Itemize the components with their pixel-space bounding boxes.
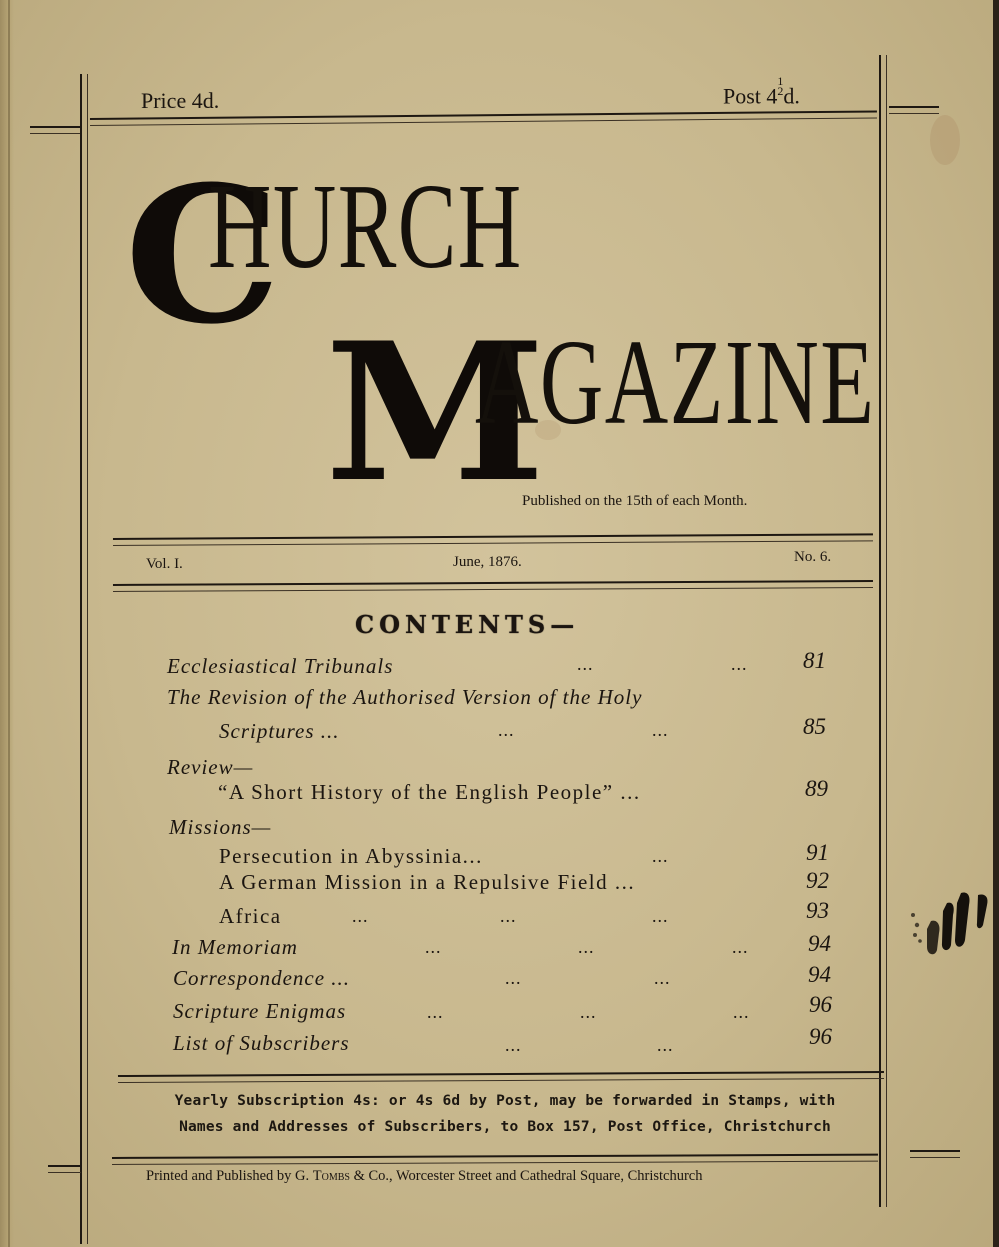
toc-entry-page: 89 (805, 776, 828, 801)
price-label: Price 4d. (141, 88, 220, 113)
dot-leader: ... (352, 906, 369, 926)
dot-leader: ... (733, 1002, 750, 1022)
printer-name: Tombs (312, 1168, 350, 1184)
subscription-notice-line1: Yearly Subscription 4s: or 4s 6d by Post, may be forwarded in Stamps, with (174, 1093, 836, 1109)
binding-crease (8, 0, 10, 1247)
dot-leader: ... (500, 906, 517, 926)
title-church: HURCH (208, 159, 523, 294)
issue-bottom-rule (113, 580, 873, 592)
toc-entry-page: 96 (809, 1024, 832, 1049)
dot-leader: ... (505, 968, 522, 988)
title-magazine: AGAZINE (475, 315, 876, 450)
toc-entry-page: 81 (803, 648, 826, 673)
dot-leader: ... (652, 720, 669, 740)
toc-entry-title: Persecution in Abyssinia... (219, 844, 483, 868)
paper-stain (930, 115, 960, 165)
toc-entry-title: Ecclesiastical Tribunals (167, 654, 394, 678)
subscription-notice-line2: Names and Addresses of Subscribers, to Box 157, Post Office, Christchurch (179, 1119, 831, 1135)
post-price-label (723, 76, 800, 109)
subscription-rule (118, 1071, 884, 1083)
dot-leader: ... (654, 968, 671, 988)
frame-left-rule (80, 74, 88, 1244)
toc-entry-page: 94 (808, 931, 831, 956)
contents-heading: CONTENTS— (355, 610, 580, 639)
toc-entry-title: Scripture Enigmas (173, 999, 347, 1023)
left-tick-rule (30, 126, 80, 134)
page-binding-edge (0, 0, 14, 1247)
toc-entry-page: 85 (803, 714, 826, 739)
toc-entry-title: List of Subscribers (173, 1031, 350, 1055)
dot-leader: ... (731, 654, 748, 674)
toc-entry-title: “A Short History of the English People” ... (218, 780, 641, 804)
post-prefix: Post 4 (723, 83, 778, 109)
title-initial-c: C (124, 145, 280, 366)
dot-leader: ... (505, 1035, 522, 1055)
post-suffix: d. (783, 83, 800, 109)
ink-smudge-icon (905, 885, 993, 960)
publication-tagline: Published on the 15th of each Month. (522, 493, 748, 509)
frame-right-rule (879, 55, 887, 1207)
imprint-rule (112, 1154, 878, 1165)
toc-entry-page: 92 (806, 868, 829, 893)
dot-leader: ... (577, 654, 594, 674)
toc-entry-title: Scriptures ... (219, 719, 340, 743)
dot-leader: ... (732, 937, 749, 957)
issue-number: No. 6. (794, 549, 832, 565)
toc-entry-page: 96 (809, 992, 832, 1017)
issue-date: June, 1876. (453, 554, 522, 570)
title-initial-m: M (324, 301, 544, 524)
dot-leader: ... (657, 1035, 674, 1055)
toc-section-heading: Review— (167, 755, 254, 779)
fraction-half: 1 2 (777, 74, 784, 98)
printer-imprint: Printed and Published by G. Tombs & Co., Worcester Street and Cathedral Square, Christchurch (146, 1168, 703, 1184)
dot-leader: ... (498, 720, 515, 740)
issue-top-rule (113, 533, 873, 546)
dot-leader: ... (652, 846, 669, 866)
toc-entry-title: The Revision of the Authorised Version of the Holy (167, 685, 643, 709)
toc-entry-title: In Memoriam (172, 935, 298, 959)
dot-leader: ... (425, 937, 442, 957)
toc-entry-page: 93 (806, 898, 829, 923)
toc-section-heading: Missions— (169, 815, 272, 839)
toc-entry-title: Africa (219, 904, 282, 928)
page-right-edge (993, 0, 999, 1247)
toc-entry-title: A German Mission in a Repulsive Field ... (219, 870, 636, 894)
volume-label: Vol. I. (146, 556, 183, 572)
right-bottom-tick-rule (910, 1150, 960, 1158)
toc-entry-title: Correspondence ... (173, 966, 351, 990)
right-tick-rule (889, 106, 939, 114)
dot-leader: ... (578, 937, 595, 957)
left-bottom-tick-rule (48, 1165, 81, 1173)
dot-leader: ... (580, 1002, 597, 1022)
dot-leader: ... (427, 1002, 444, 1022)
dot-leader: ... (652, 906, 669, 926)
toc-entry-page: 94 (808, 962, 831, 987)
toc-entry-page: 91 (806, 840, 829, 865)
